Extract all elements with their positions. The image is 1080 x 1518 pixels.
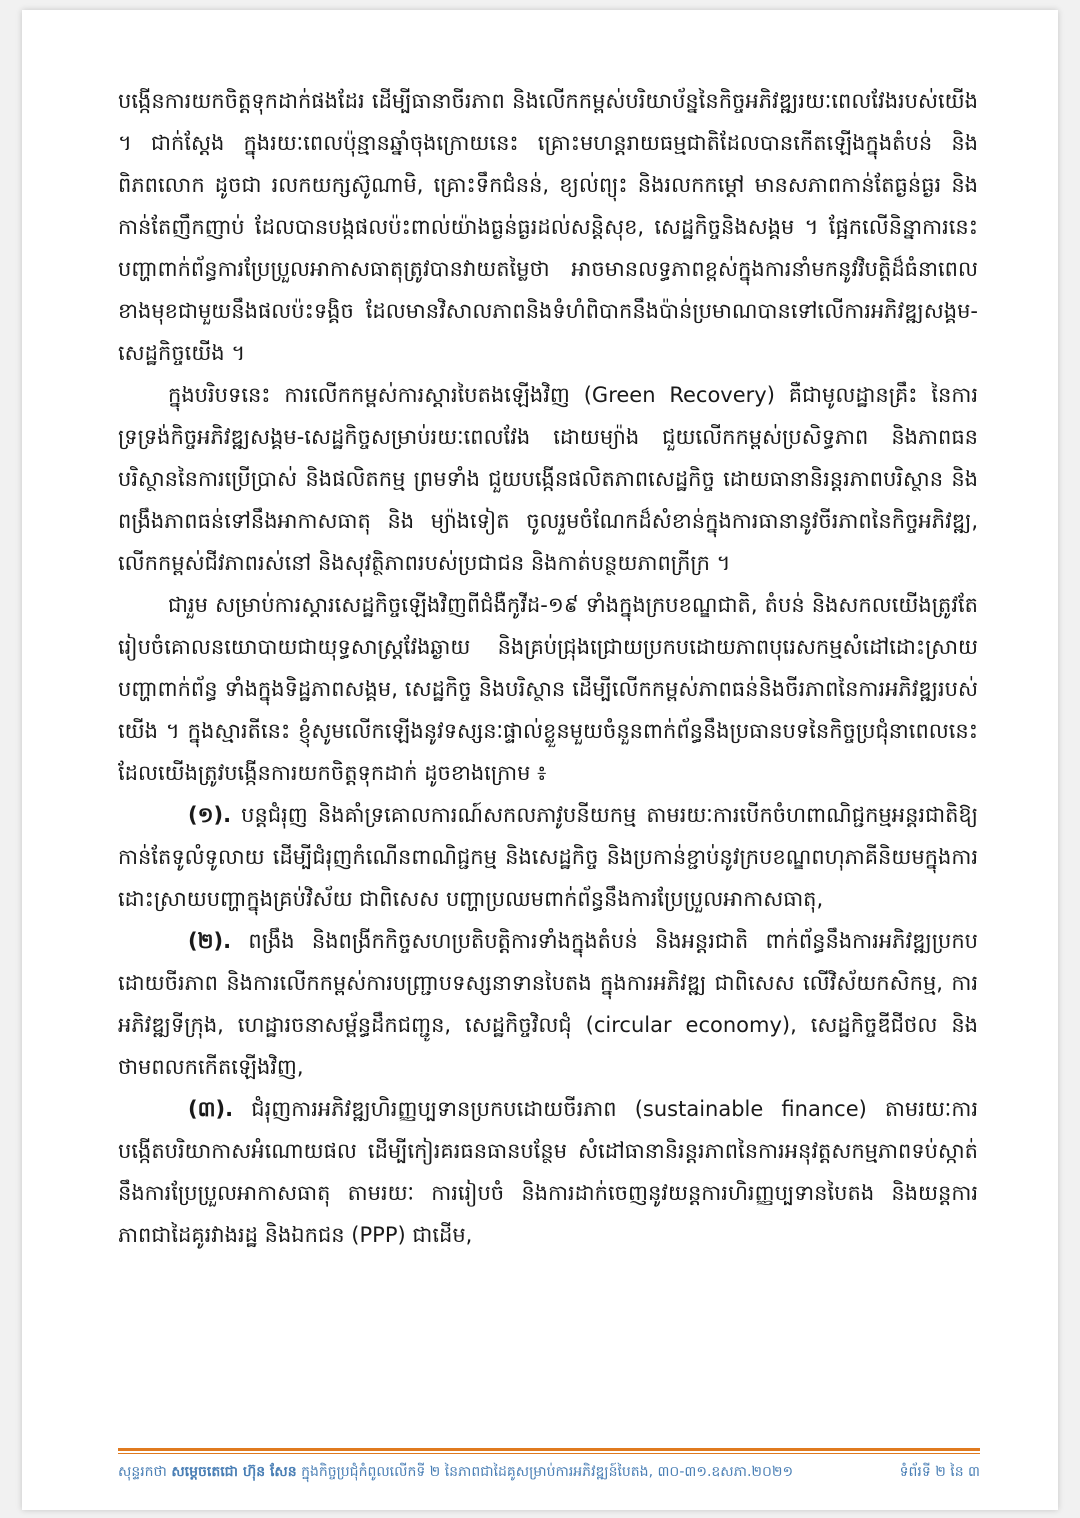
paragraph-1: បង្កើនការយកចិត្តទុកដាក់ផងដែរ ដើម្បីធានាចីរភាព និងលើកកម្ពស់បរិយាប័ន្ននៃកិច្ចអភិវឌ្ឍរយៈពេលវែងរបស់យើង ។ ជាក់ស្តែង ក្នុងរយៈពេលប៉ុន្មានឆ្នាំចុងក្រោយនេះ គ្រោះមហន្តរាយធម្មជាតិដែលបានកើតឡើងក្នុងតំបន់ និងពិភពលោក ដូចជា រលកយក្សស៊ូណាមិ, គ្រោះទឹកជំនន់, ខ្យល់ព្យុះ និងរលកកម្តៅ មានសភាពកាន់តែធ្ងន់ធ្ងរ និងកាន់តែញឹកញាប់ ដែលបានបង្កផលប៉ះពាល់យ៉ាងធ្ងន់ធ្ងរដល់សន្តិសុខ, សេដ្ឋកិច្ចនិងសង្គម ។ ផ្អែកលើនិន្នាការនេះ បញ្ហាពាក់ព័ន្ធការប្រែប្រួលអាកាសធាតុត្រូវបានវាយតម្លៃថា អាចមានលទ្ធភាពខ្ពស់ក្នុងការនាំមកនូវវិបត្តិដ៏ធំនាពេលខាងមុខជាមួយនឹងផលប៉ះទង្គិច ដែលមានវិសាលភាពនិងទំហំពិបាកនឹងប៉ាន់ប្រមាណបានទៅលើការអភិវឌ្ឍសង្គម-សេដ្ឋកិច្ចយើង ។ <box>118 89 978 365</box>
list-item-text: បន្តជំរុញ និងគាំទ្រគោលការណ៍សកលភាវូបនីយកម្ម តាមរយៈការបើកចំហពាណិជ្ជកម្មអន្តរជាតិឱ្យកាន់តែទូលំទូលាយ ដើម្បីជំរុញកំណើនពាណិជ្ជកម្ម និងសេដ្ឋកិច្ច និងប្រកាន់ខ្ជាប់នូវក្របខណ្ឌពហុភាគីនិយមក្នុងការដោះស្រាយបញ្ហាក្នុងគ្រប់វិស័យ ជាពិសេស បញ្ហាប្រឈមពាក់ព័ន្ធនឹងការប្រែប្រួលអាកាសធាតុ, <box>118 803 978 911</box>
list-item-number: (២). <box>188 929 232 953</box>
footer-rule-thin <box>118 1453 980 1454</box>
list-item-2 <box>118 920 978 1088</box>
footer-event: ក្នុងកិច្ចប្រជុំកំពូលលើកទី ២ នៃភាពជាដៃគូសម្រាប់ការអភិវឌ្ឍន៍បៃតង, ៣០-៣១.ឧសភា.២០២១ <box>301 1464 794 1480</box>
list-item-1 <box>118 794 978 920</box>
footer-rule <box>118 1448 980 1451</box>
footer-prefix: សុន្ទរកថា <box>118 1464 167 1480</box>
list-item-text: ជំរុញការអភិវឌ្ឍហិរញ្ញប្បទានប្រកបដោយចីរភាព (sustainable finance) តាមរយៈការបង្កើតបរិយាកាសអំណោយផល ដើម្បីកៀរគរធនធានបន្ថែម សំដៅធានានិរន្តរភាពនៃការអនុវត្តសកម្មភាពទប់ស្កាត់នឹងការប្រែប្រួលអាកាសធាតុ តាមរយៈ ការរៀបចំ និងការដាក់ចេញនូវយន្តការហិរញ្ញប្បទានបៃតង និងយន្តការភាពជាដៃគូរវាងរដ្ឋ និងឯកជន (PPP) ជាដើម, <box>118 1097 978 1247</box>
paragraph-2: ក្នុងបរិបទនេះ ការលើកកម្ពស់ការស្តារបៃតងឡើងវិញ (Green Recovery) គឺជាមូលដ្ឋានគ្រឹះ នៃការទ្រទ្រង់កិច្ចអភិវឌ្ឍសង្គម-សេដ្ឋកិច្ចសម្រាប់រយៈពេលវែង ដោយម្យ៉ាង ជួយលើកកម្ពស់ប្រសិទ្ធភាព និងភាពធនបរិស្ថាននៃការប្រើប្រាស់ និងផលិតកម្ម ព្រមទាំង ជួយបង្កើនផលិតភាពសេដ្ឋកិច្ច ដោយធានានិរន្តរភាពបរិស្ថាន និងពង្រឹងភាពធន់ទៅនឹងអាកាសធាតុ និង ម្យ៉ាងទៀត ចូលរួមចំណែកដ៏សំខាន់ក្នុងការធានានូវចីរភាពនៃកិច្ចអភិវឌ្ឍ, លើកកម្ពស់ជីវភាពរស់នៅ និងសុវត្ថិភាពរបស់ប្រជាជន និងកាត់បន្ថយភាពក្រីក្រ ។ <box>118 383 978 575</box>
list-item-number: (១). <box>188 803 232 827</box>
footer-caption <box>118 1462 793 1483</box>
page-body <box>118 80 978 1256</box>
list-item-text: ពង្រឹង និងពង្រីកកិច្ចសហប្រតិបត្តិការទាំងក្នុងតំបន់ និងអន្តរជាតិ ពាក់ព័ន្ធនឹងការអភិវឌ្ឍប្រកបដោយចីរភាព និងការលើកកម្ពស់ការបញ្ជ្រាបទស្សនាទានបៃតង ក្នុងការអភិវឌ្ឍ ជាពិសេស លើវិស័យកសិកម្ម, ការអភិវឌ្ឍទីក្រុង, ហេដ្ឋារចនាសម្ព័ន្ធដឹកជញ្ជូន, សេដ្ឋកិច្ចវិលជុំ (circular economy), សេដ្ឋកិច្ចឌីជីថល និងថាមពលកកើតឡើងវិញ, <box>118 929 978 1079</box>
paragraph-3: ជារួម សម្រាប់ការស្តារសេដ្ឋកិច្ចឡើងវិញពីជំងឺកូវីដ-១៩ ទាំងក្នុងក្របខណ្ឌជាតិ, តំបន់ និងសកលយើងត្រូវតែរៀបចំគោលនយោបាយជាយុទ្ធសាស្ត្រវែងឆ្ងាយ និងគ្រប់ជ្រុងជ្រោយប្រកបដោយភាពបុរេសកម្មសំដៅដោះស្រាយបញ្ហាពាក់ព័ន្ធ ទាំងក្នុងទិដ្ឋភាពសង្គម, សេដ្ឋកិច្ច និងបរិស្ថាន ដើម្បីលើកកម្ពស់ភាពធន់និងចីរភាពនៃការអភិវឌ្ឍរបស់យើង ។ ក្នុងស្មារតីនេះ ខ្ញុំសូមលើកឡើងនូវទស្សនៈផ្ទាល់ខ្លួនមួយចំនួនពាក់ព័ន្ធនឹងប្រធានបទនៃកិច្ចប្រជុំនាពេលនេះ ដែលយើងត្រូវបង្កើនការយកចិត្តទុកដាក់ ដូចខាងក្រោម ៖ <box>118 593 978 785</box>
page-number: ទំព័រទី ២ នៃ ៣ <box>899 1464 980 1480</box>
document-page <box>22 10 1058 1510</box>
footer-speaker: សម្តេចតេជោ ហ៊ុន សែន <box>171 1464 297 1480</box>
page-footer <box>118 1462 980 1483</box>
list-item-number: (៣). <box>188 1097 234 1121</box>
list-item-3 <box>118 1088 978 1256</box>
